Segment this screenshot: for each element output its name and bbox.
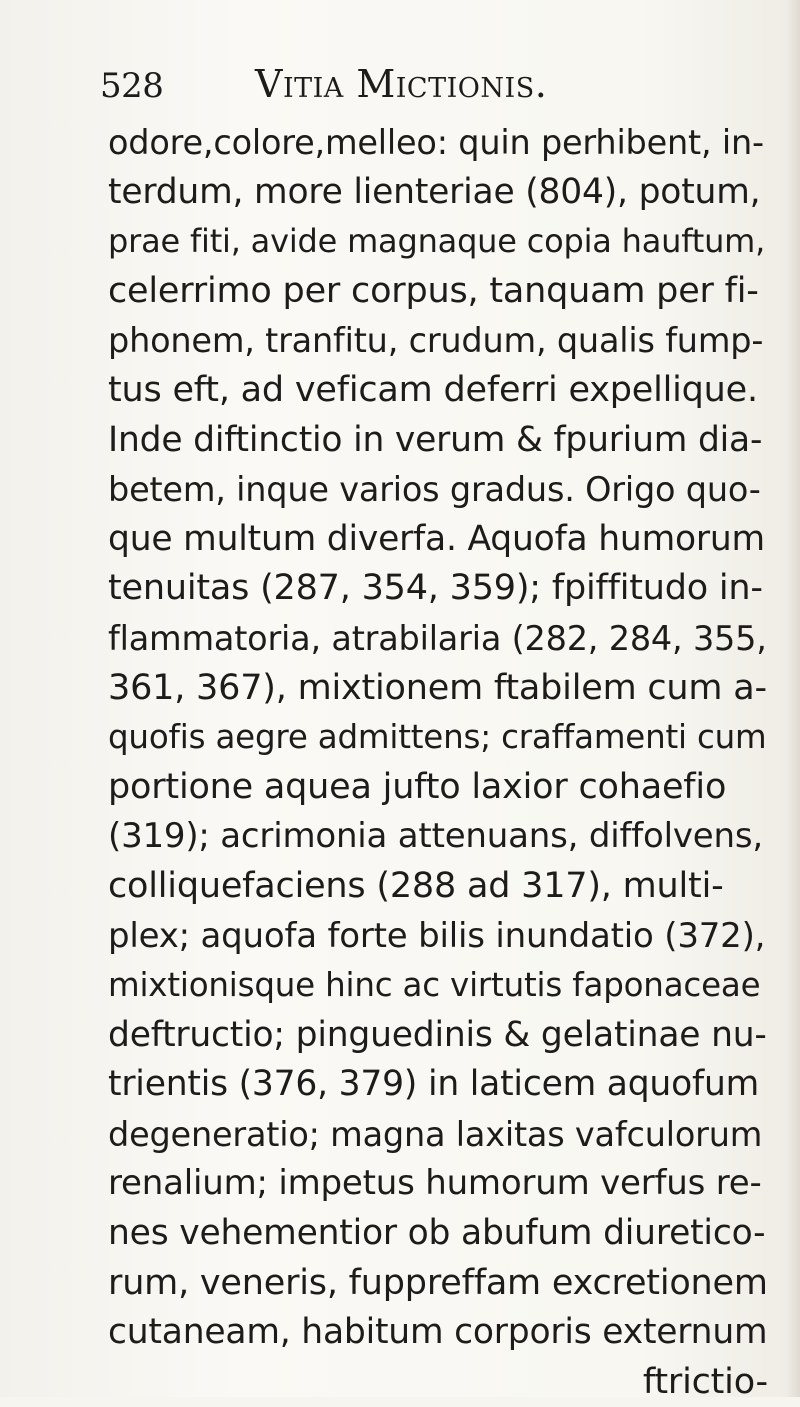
- text-line: (319); acrimonia attenuans, diffolvens,: [108, 816, 763, 857]
- page-number: 528: [100, 66, 164, 106]
- text-line: prae fiti, avide magnaque copia hauftum,: [108, 222, 766, 261]
- text-line: renalium; impetus humorum verfus re-: [108, 1163, 762, 1204]
- body-text: [108, 118, 768, 1407]
- text-line: colliquefaciens (288 ad 317), multi-: [108, 865, 724, 906]
- text-line: deftructio; pinguedinis & gelatinae nu-: [108, 1014, 767, 1055]
- text-line: portione aquea jufto laxior cohaefio: [108, 766, 727, 807]
- text-line: tus eft, ad veficam deferri expellique.: [108, 369, 758, 410]
- page-header: [100, 62, 720, 106]
- text-line: flammatoria, atrabilaria (282, 284, 355,: [108, 618, 767, 658]
- text-line: 361, 367), mixtionem ftabilem cum a-: [108, 667, 767, 708]
- text-line: phonem, tranfitu, crudum, qualis fump-: [108, 321, 764, 361]
- text-line: plex; aquofa forte bilis inundatio (372),: [108, 915, 766, 956]
- text-line: cutaneam, habitum corporis externum: [108, 1312, 768, 1353]
- text-line: terdum, more lienteriae (804), potum,: [108, 171, 761, 212]
- text-line: quofis aegre admittens; craffamenti cum: [108, 718, 767, 757]
- text-line: odore,colore,melleo: quin perhibent, in-: [108, 123, 764, 162]
- text-line: que multum diverfa. Aquofa humorum: [108, 518, 765, 559]
- text-line: rum, veneris, fuppreffam excretionem: [108, 1262, 768, 1303]
- text-line: celerrimo per corpus, tanquam per fi-: [108, 270, 759, 311]
- text-line: trientis (376, 379) in laticem aquofum: [108, 1064, 760, 1105]
- text-line: nes vehementior ob abufum diuretico-: [108, 1213, 766, 1254]
- text-line: betem, inque varios gradus. Origo quo-: [108, 470, 761, 510]
- running-title: Vitia Mictionis.: [255, 62, 548, 106]
- text-line: tenuitas (287, 354, 359); fpiffitudo in-: [108, 568, 763, 609]
- page-edge-shadow: [786, 0, 800, 1397]
- text-line: mixtionisque hinc ac virtutis faponaceae: [108, 966, 761, 1005]
- catchword: ftrictio-: [642, 1361, 768, 1402]
- text-line: degeneratio; magna laxitas vafculorum: [108, 1114, 763, 1154]
- text-line: Inde diftinctio in verum & fpurium dia-: [108, 419, 763, 460]
